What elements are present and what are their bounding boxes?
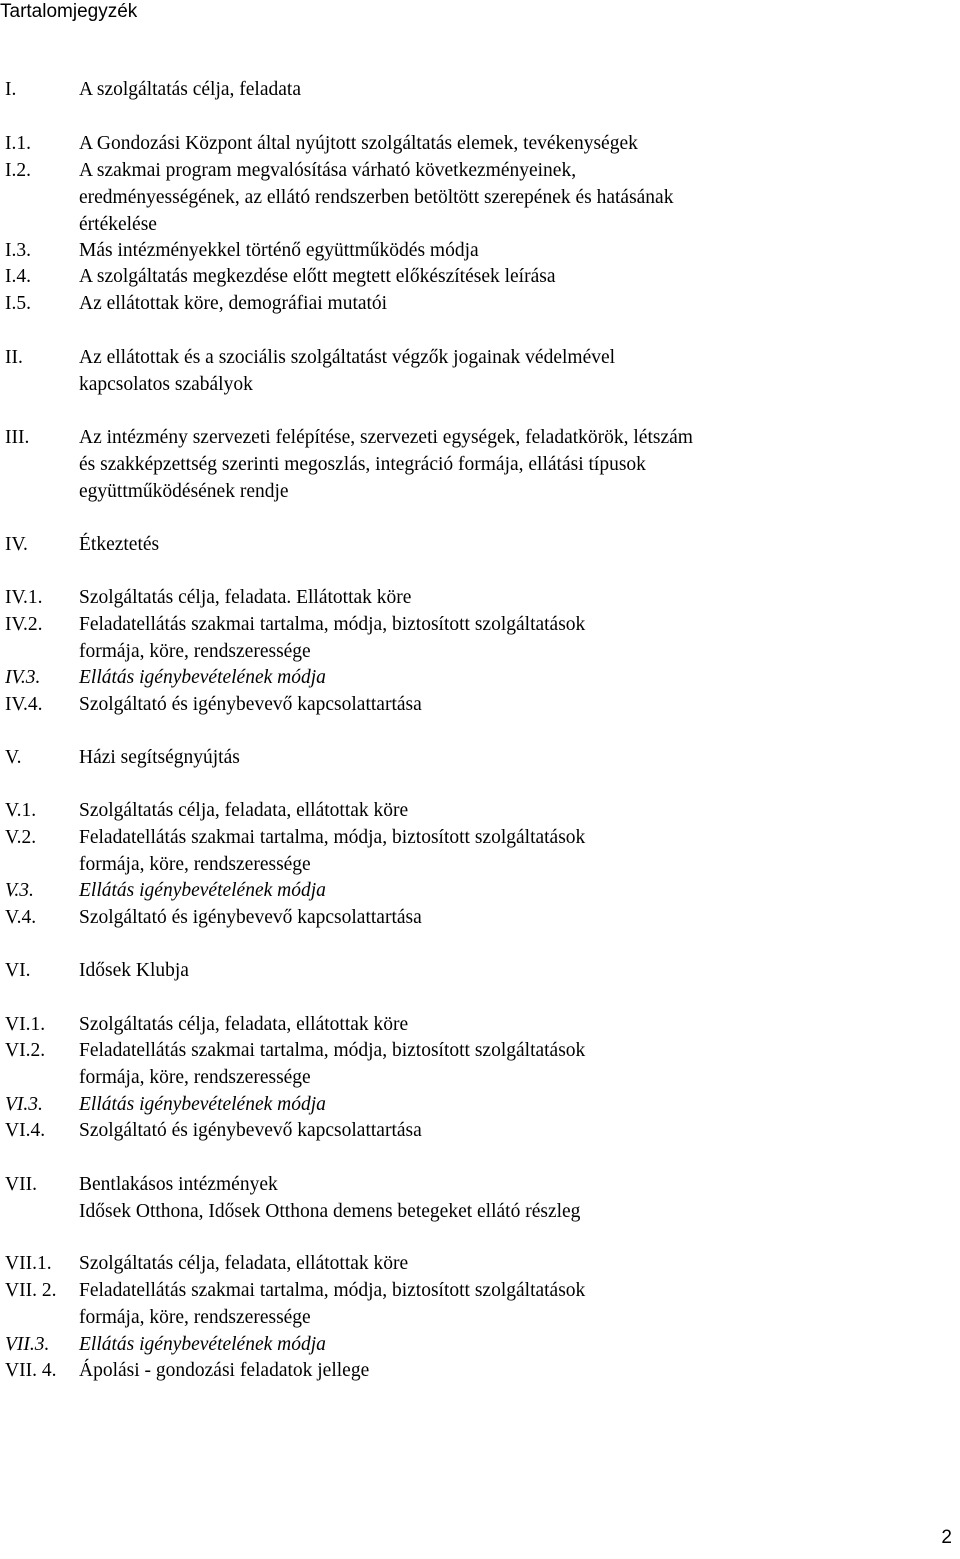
toc-entry-number: VII. 2. (5, 1280, 57, 1301)
toc-entry-title-line: Feladatellátás szakmai tartalma, módja, biztosított szolgáltatások (79, 827, 586, 848)
toc-entry-title (79, 531, 940, 558)
toc-entry-title-line: Az ellátottak és a szociális szolgáltatást végzők jogainak védelmével (79, 347, 616, 368)
toc-entry-title-line: Az intézmény szervezeti felépítése, szervezeti egységek, feladatkörök, létszám (79, 427, 693, 448)
toc-entry-title (79, 904, 940, 931)
toc-entry (0, 1331, 940, 1358)
toc-entry-title (79, 744, 940, 771)
toc-entry-title (79, 1171, 940, 1225)
toc-entry-number: VII.1. (5, 1253, 52, 1274)
toc-entry-title (79, 290, 940, 317)
toc-entry (0, 824, 940, 878)
toc-entry-number: I.4. (5, 266, 31, 287)
toc-entry-number: VI.4. (5, 1120, 46, 1141)
toc-entry-title-line: Szolgáltatás célja, feladata, ellátottak köre (79, 1014, 409, 1035)
toc-entry (0, 76, 940, 103)
toc-entry (0, 744, 940, 771)
toc-entry (0, 344, 940, 398)
toc-entry (0, 664, 940, 691)
toc-entry-title-line: Szolgáltató és igénybevevő kapcsolattartása (79, 694, 422, 715)
toc-entry-number: V.1. (5, 800, 37, 821)
toc-entry-title-line: A szakmai program megvalósítása várható következményeinek, (79, 160, 577, 181)
toc-entry-title-line: Ellátás igénybevételének módja (79, 667, 326, 688)
toc-entry-title-line: formája, köre, rendszeressége (79, 641, 311, 662)
toc-entry-number: I. (5, 79, 17, 100)
toc-entry (0, 1037, 940, 1091)
toc-entry-number: V.4. (5, 907, 37, 928)
toc-entry-title (79, 1011, 940, 1038)
toc-entry-number: I.1. (5, 133, 31, 154)
toc-entry-title-line: A Gondozási Központ által nyújtott szolgáltatás elemek, tevékenységek (79, 133, 638, 154)
toc-entry-title-line: értékelése (79, 214, 157, 235)
toc-entry (0, 1091, 940, 1118)
toc-entry (0, 797, 940, 824)
toc-entry-title-line: A szolgáltatás megkezdése előtt megtett előkészítések leírása (79, 266, 556, 287)
toc-entry-title (79, 611, 940, 665)
toc-entry-title-line: Ellátás igénybevételének módja (79, 1094, 326, 1115)
toc-entry-number: VII. (5, 1174, 37, 1195)
toc-entry (0, 904, 940, 931)
toc-entry-number: VI.2. (5, 1040, 46, 1061)
toc-entry-title (79, 263, 940, 290)
toc-entry-title-line: és szakképzettség szerinti megoszlás, integráció formája, ellátási típusok (79, 454, 646, 475)
toc-entry-number: IV. (5, 534, 28, 555)
toc-entry-title-line: formája, köre, rendszeressége (79, 854, 311, 875)
toc-entry (0, 531, 940, 558)
toc-entry-title-line: együttműködésének rendje (79, 481, 289, 502)
toc-entry-title-line: Szolgáltatás célja, feladata, ellátottak köre (79, 1253, 409, 1274)
toc-entry (0, 1357, 940, 1384)
toc-entry-title-line: Szolgáltatás célja, feladata, ellátottak köre (79, 800, 409, 821)
toc-entry-title (79, 797, 940, 824)
toc-entry-title-line: Ellátás igénybevételének módja (79, 880, 326, 901)
toc-entry-number: IV.2. (5, 614, 43, 635)
toc-entry (0, 1250, 940, 1277)
toc-entry-title (79, 1037, 940, 1091)
toc-entry-title-line: Ápolási - gondozási feladatok jellege (79, 1360, 370, 1381)
toc-entry-title-line: kapcsolatos szabályok (79, 374, 253, 395)
toc-entry-title (79, 237, 940, 264)
toc-entry-title (79, 1277, 940, 1331)
page-title: Tartalomjegyzék (0, 1, 138, 22)
toc-entry-number: I.2. (5, 160, 31, 181)
toc-entry (0, 1117, 940, 1144)
toc-entry (0, 611, 940, 665)
toc-entry (0, 263, 940, 290)
toc-entry (0, 691, 940, 718)
toc-entry-number: IV.1. (5, 587, 43, 608)
toc-entry-title-line: Ellátás igénybevételének módja (79, 1334, 326, 1355)
toc-entry-number: VI.1. (5, 1014, 46, 1035)
toc-entry-number: V.2. (5, 827, 37, 848)
toc-entry (0, 157, 940, 238)
toc-entry-title-line: Feladatellátás szakmai tartalma, módja, biztosított szolgáltatások (79, 1040, 586, 1061)
toc-entry-title (79, 1250, 940, 1277)
toc-entry-title-line: Szolgáltató és igénybevevő kapcsolattartása (79, 907, 422, 928)
toc-entry-title (79, 1331, 940, 1358)
toc-entry-number: I.5. (5, 293, 31, 314)
toc-entry-title (79, 424, 940, 505)
toc-entry-title-line: Szolgáltatás célja, feladata. Ellátottak köre (79, 587, 412, 608)
toc-entry-title-line: A szolgáltatás célja, feladata (79, 79, 301, 100)
toc-entry-number: IV.4. (5, 694, 43, 715)
toc-entry-title-line: Idősek Otthona, Idősek Otthona demens betegeket ellátó részleg (79, 1201, 581, 1222)
toc-entry-title-line: Étkeztetés (79, 534, 160, 555)
toc-entry (0, 237, 940, 264)
toc-entry-title-line: eredményességének, az ellátó rendszerben betöltött szerepének és hatásának (79, 187, 674, 208)
toc-entry-number: I.3. (5, 240, 31, 261)
toc-entry-title (79, 157, 940, 238)
toc-entry-title-line: Szolgáltató és igénybevevő kapcsolattartása (79, 1120, 422, 1141)
toc-entry-title (79, 877, 940, 904)
toc-entry-title (79, 76, 940, 103)
toc-entry-title-line: Az ellátottak köre, demográfiai mutatói (79, 293, 388, 314)
toc-entry-title (79, 957, 940, 984)
toc-entry (0, 424, 940, 505)
toc-entry-number: II. (5, 347, 23, 368)
toc-entry-number: VII. 4. (5, 1360, 57, 1381)
toc-entry (0, 290, 940, 317)
toc-entry-title-line: formája, köre, rendszeressége (79, 1307, 311, 1328)
toc-entry-number: III. (5, 427, 30, 448)
toc-entry-number: V. (5, 747, 22, 768)
toc-entry-number: VI. (5, 960, 31, 981)
toc-entry (0, 1277, 940, 1331)
toc-entry-title-line: Más intézményekkel történő együttműködés módja (79, 240, 479, 261)
toc-entry-title (79, 1091, 940, 1118)
toc-entry-title-line: Bentlakásos intézmények (79, 1174, 278, 1195)
toc-entry-number: V.3. (5, 880, 34, 901)
toc-entry (0, 1011, 940, 1038)
toc-entry (0, 957, 940, 984)
toc-entry-number: VI.3. (5, 1094, 43, 1115)
toc-entry-title-line: Idősek Klubja (79, 960, 189, 981)
toc-entry-title (79, 824, 940, 878)
toc-entry-title-line: Feladatellátás szakmai tartalma, módja, biztosított szolgáltatások (79, 1280, 586, 1301)
toc-entry-title (79, 1117, 940, 1144)
toc-entry (0, 877, 940, 904)
toc-entry-title (79, 691, 940, 718)
toc-entry-title (79, 664, 940, 691)
toc-entry-title-line: formája, köre, rendszeressége (79, 1067, 311, 1088)
toc-entry-title (79, 584, 940, 611)
toc-entry-title-line: Házi segítségnyújtás (79, 747, 240, 768)
toc-entry (0, 130, 940, 157)
page-number: 2 (941, 1527, 952, 1548)
toc-entry-title-line: Feladatellátás szakmai tartalma, módja, biztosított szolgáltatások (79, 614, 586, 635)
toc-entry-title (79, 130, 940, 157)
toc-entry-number: VII.3. (5, 1334, 50, 1355)
toc-entry (0, 584, 940, 611)
toc-entry-title (79, 344, 940, 398)
toc-entry-number: IV.3. (5, 667, 41, 688)
toc-entry-title (79, 1357, 940, 1384)
toc-entry (0, 1171, 940, 1225)
